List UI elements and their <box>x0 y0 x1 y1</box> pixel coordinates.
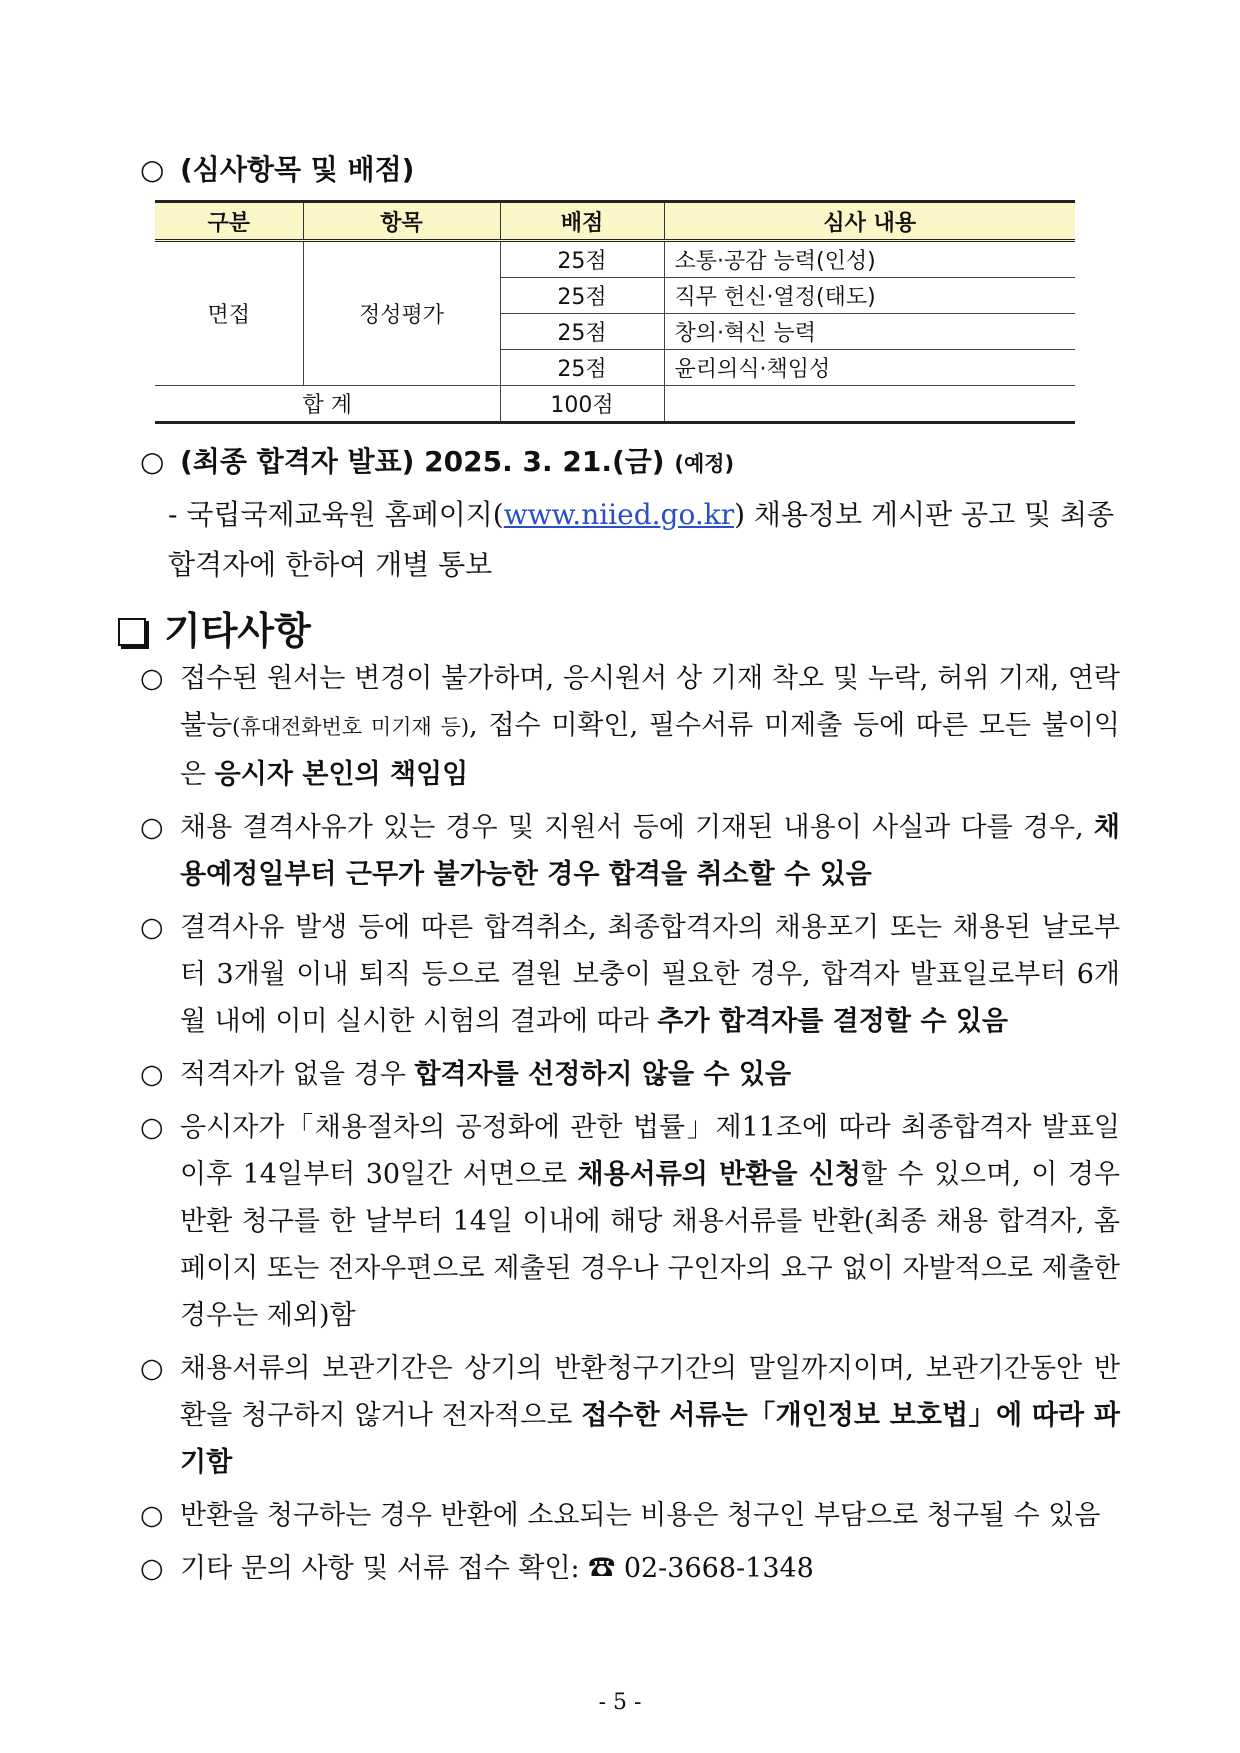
table-total-row <box>155 386 1075 423</box>
header-content: 심사 내용 <box>664 202 1075 241</box>
cell-score: 25점 <box>500 314 664 350</box>
cell-content: 창의·혁신 능력 <box>664 314 1075 350</box>
bullet-icon: ○ <box>140 1059 164 1090</box>
table-header-row <box>155 202 1075 241</box>
cell-category: 면접 <box>155 241 303 386</box>
bullet-icon: ○ <box>140 912 164 943</box>
table-row <box>155 241 1075 278</box>
final-announcement <box>140 440 734 480</box>
total-empty <box>664 386 1075 423</box>
bullet-icon: ○ <box>140 1553 164 1584</box>
final-announcement-label: (최종 합격자 발표) 2025. 3. 21.(금) <box>180 445 665 478</box>
list-item: ○ 적격자가 없을 경우 합격자를 선정하지 않을 수 있음 <box>140 1051 1120 1098</box>
list-item: ○ 응시자가「채용절차의 공정화에 관한 법률」제11조에 따라 최종합격자 발표일 이후 14일부터 30일간 서면으로 채용서류의 반환을 신청할 수 있으며, 이 경우 반환 청구를 한 날부터 14일 이내에 해당 채용서류를 반환(최종 채용 합격자, 홈페이지 또는 전자우편으로 제출된 경우나 구인자의 요구 없이 자발적으로 제출한 경우는 제외)함 <box>140 1104 1120 1339</box>
header-category: 구분 <box>155 202 303 241</box>
header-item: 항목 <box>303 202 500 241</box>
list-item: ○ 채용서류의 보관기간은 상기의 반환청구기간의 말일까지이며, 보관기간동안 반환을 청구하지 않거나 전자적으로 접수한 서류는「개인정보 보호법」에 따라 파기함 <box>140 1345 1120 1486</box>
other-items-list <box>140 655 1120 1598</box>
cell-content: 직무 헌신·열정(태도) <box>664 278 1075 314</box>
bullet-icon: ○ <box>140 153 165 186</box>
header-score: 배점 <box>500 202 664 241</box>
bullet-icon: ○ <box>140 812 164 843</box>
list-item-contact <box>140 1545 1120 1592</box>
page-number: - 5 - <box>598 1690 642 1715</box>
final-announcement-detail: - 국립국제교육원 홈페이지(www.niied.go.kr) 채용정보 게시판 공고 및 최종 합격자에 한하여 개별 통보 <box>168 498 1115 581</box>
bullet-icon: ○ <box>140 445 165 478</box>
list-item: ○ 반환을 청구하는 경우 반환에 소요되는 비용은 청구인 부담으로 청구될 수 있음 <box>140 1492 1120 1539</box>
list-item: ○ 채용 결격사유가 있는 경우 및 지원서 등에 기재된 내용이 사실과 다를 경우, 채용예정일부터 근무가 불가능한 경우 합격을 취소할 수 있음 <box>140 804 1120 898</box>
list-item: ○ 접수된 원서는 변경이 불가하며, 응시원서 상 기재 착오 및 누락, 허위 기재, 연락 불능(휴대전화번호 미기재 등), 접수 미확인, 필수서류 미제출 등에 따른 모든 불이익은 응시자 본인의 책임임 <box>140 655 1120 798</box>
cell-score: 25점 <box>500 278 664 314</box>
other-section-title: 기타사항 <box>118 600 311 655</box>
final-announcement-note: (예정) <box>674 452 735 476</box>
bullet-icon: ○ <box>140 1353 164 1384</box>
checkbox-square-icon <box>118 618 146 646</box>
niied-link[interactable]: www.niied.go.kr <box>503 498 735 531</box>
score-table <box>155 200 1075 424</box>
list-item: ○ 결격사유 발생 등에 따른 합격취소, 최종합격자의 채용포기 또는 채용된 날로부터 3개월 이내 퇴직 등으로 결원 보충이 필요한 경우, 합격자 발표일로부터 6개월 내에 이미 실시한 시험의 결과에 따라 추가 합격자를 결정할 수 있음 <box>140 904 1120 1045</box>
total-score: 100점 <box>500 386 664 423</box>
bullet-icon: ○ <box>140 663 164 694</box>
cell-content: 윤리의식·책임성 <box>664 350 1075 386</box>
cell-score: 25점 <box>500 241 664 278</box>
bullet-icon: ○ <box>140 1500 164 1531</box>
cell-item: 정성평가 <box>303 241 500 386</box>
cell-score: 25점 <box>500 350 664 386</box>
bullet-icon: ○ <box>140 1112 164 1143</box>
evaluation-heading: ○ (심사항목 및 배점) <box>140 153 415 186</box>
cell-content: 소통·공감 능력(인성) <box>664 241 1075 278</box>
total-label: 합 계 <box>155 386 500 423</box>
phone-contact: 기타 문의 사항 및 서류 접수 확인: ☎ 02-3668-1348 <box>180 1553 814 1584</box>
